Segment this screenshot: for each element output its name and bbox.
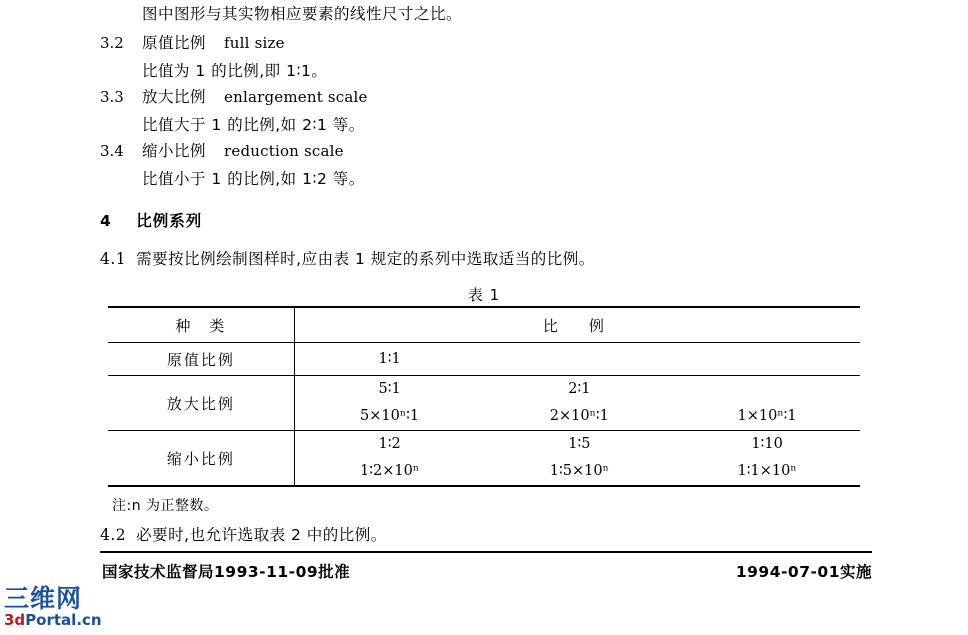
table-cell: 5×10ⁿ∶1: [294, 402, 484, 431]
table-cell: 1×10ⁿ∶1: [674, 402, 860, 431]
table-cell: 1∶10: [751, 436, 783, 452]
table-cell: 1∶5×10ⁿ: [484, 457, 674, 486]
table-cell: 5∶1: [378, 381, 401, 397]
definition-list: [100, 30, 900, 192]
table-cell: 2×10ⁿ∶1: [484, 402, 674, 431]
table-cell: 1∶2: [378, 436, 401, 452]
footer-effective-date: 1994-07-01实施: [735, 563, 872, 581]
section-heading-title: 比例系列: [136, 212, 203, 230]
table-cell: 1∶1: [294, 343, 484, 376]
table-header-category: 种 类: [108, 307, 294, 343]
definition-body: 比值大于 1 的比例,如 2∶1 等。: [142, 116, 365, 134]
table-cell: [674, 376, 860, 403]
definition-entry: [100, 30, 900, 84]
scale-table: [108, 306, 860, 487]
definition-number: 3.2: [100, 34, 124, 52]
paragraph-4-2: [100, 523, 387, 545]
footer-approval-text: 国家技术监督局1993-11-09批准: [102, 563, 351, 581]
paragraph-number: 4.2: [100, 526, 127, 544]
table-caption: 表 1: [467, 286, 501, 304]
definition-entry: [100, 84, 900, 138]
section-heading-number: 4: [100, 212, 112, 230]
table-row-category: 放大比例: [108, 376, 294, 431]
table-cell: 2∶1: [568, 381, 591, 397]
table-header-row: [108, 307, 860, 343]
definition-term: 放大比例: [142, 88, 207, 106]
watermark-subtitle: 3dPortal.cn: [4, 611, 102, 629]
table-row: [108, 376, 860, 403]
table-cell: [484, 343, 674, 376]
table-row-category: 缩小比例: [108, 431, 294, 487]
definition-english: reduction scale: [224, 142, 344, 160]
paragraph-number: 4.1: [100, 250, 127, 268]
definition-english: full size: [224, 34, 285, 52]
table-cell: [674, 343, 860, 376]
table-cell: 1∶2×10ⁿ: [294, 457, 484, 486]
paragraph-4-1: [100, 247, 595, 269]
definition-number: 3.3: [100, 88, 124, 106]
watermark-subtitle-text: Portal.cn: [25, 611, 102, 629]
definition-body-3-1: 图中图形与其实物相应要素的线性尺寸之比。: [142, 5, 463, 23]
table-row: [108, 343, 860, 376]
definition-entry: [100, 138, 900, 192]
table-header-scale: 比 例: [294, 307, 860, 343]
watermark-title: 三维网: [4, 584, 83, 613]
definition-number: 3.4: [100, 142, 124, 160]
definition-term: 缩小比例: [142, 142, 207, 160]
footer-divider: [100, 551, 872, 553]
definition-term: 原值比例: [142, 34, 207, 52]
paragraph-text: 需要按比例绘制图样时,应由表 1 规定的系列中选取适当的比例。: [136, 250, 595, 268]
table-row-category: 原值比例: [108, 343, 294, 376]
table-note: 注:n 为正整数。: [112, 498, 219, 514]
definition-english: enlargement scale: [224, 88, 368, 106]
table-cell: 1∶5: [568, 436, 591, 452]
paragraph-text: 必要时,也允许选取表 2 中的比例。: [136, 526, 387, 544]
definition-body: 比值小于 1 的比例,如 1∶2 等。: [142, 170, 365, 188]
table-cell: 1∶1×10ⁿ: [674, 457, 860, 486]
definition-body: 比值为 1 的比例,即 1∶1。: [142, 62, 328, 80]
watermark: [4, 585, 154, 631]
table-row: [108, 431, 860, 458]
section-heading: [100, 209, 202, 231]
